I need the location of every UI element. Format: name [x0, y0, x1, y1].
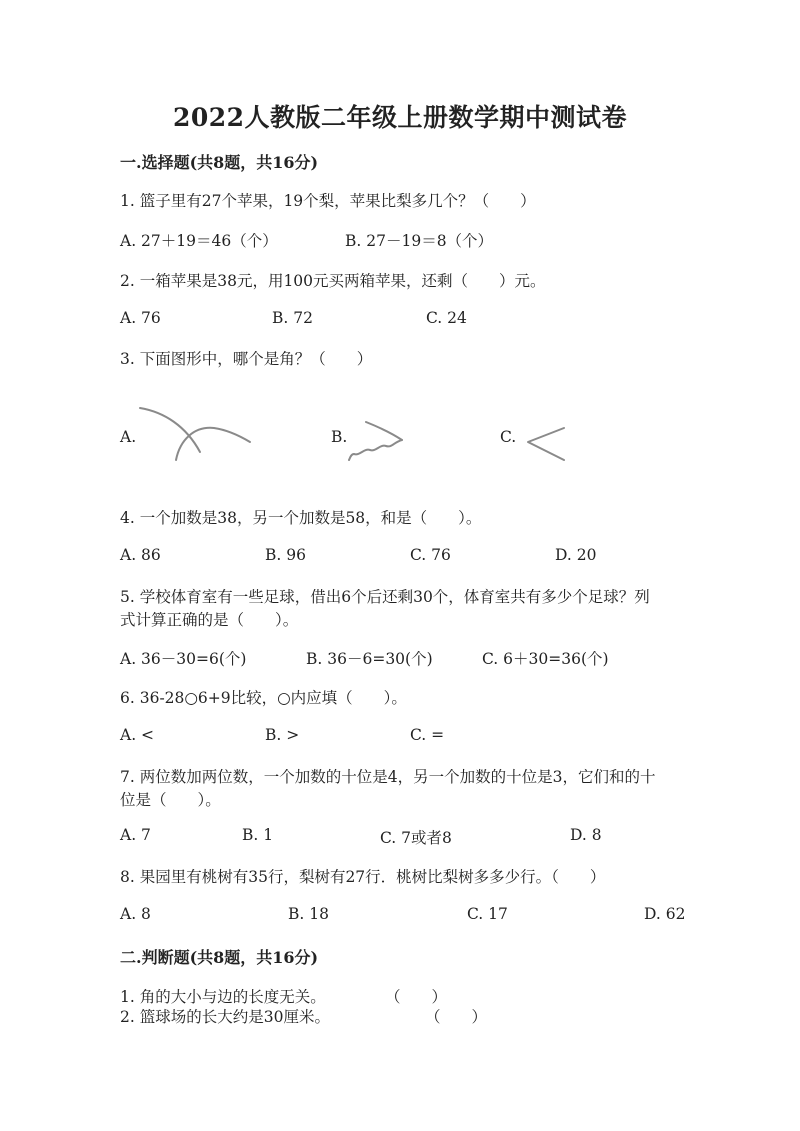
- q4-option-c: C. 76: [410, 546, 451, 564]
- q6-option-c: C. =: [410, 726, 445, 744]
- page-title: 2022人教版二年级上册数学期中测试卷: [172, 103, 628, 132]
- question-6: 6. 36-28○6+9比较，○内应填（ ）。: [120, 689, 407, 707]
- q3-option-b: B.: [331, 428, 348, 446]
- q4-option-a: A. 86: [120, 546, 161, 564]
- question-5: 5. 学校体育室有一些足球，借出6个后还剩30个，体育室共有多少个足球？列: [120, 588, 650, 606]
- wavy-shape-figure: [346, 418, 408, 464]
- q8-option-c: C. 17: [467, 905, 508, 923]
- section-header-judgement: 二.判断题(共8题，共16分): [120, 948, 319, 967]
- q4-option-b: B. 96: [265, 546, 306, 564]
- q6-option-a: A. <: [120, 726, 155, 744]
- section-header-choice: 一.选择题(共8题，共16分): [120, 153, 319, 172]
- q3-option-c: C.: [500, 428, 517, 446]
- q3-option-a: A.: [120, 428, 137, 446]
- q2-option-c: C. 24: [426, 309, 467, 327]
- judgement-1-blank: （ ）: [385, 988, 448, 1006]
- crossed-curves-figure: [136, 402, 254, 468]
- question-7: 7. 两位数加两位数，一个加数的十位是4，另一个加数的十位是3，它们和的十: [120, 768, 656, 786]
- question-3: 3. 下面图形中，哪个是角？（ ）: [120, 350, 373, 368]
- q5-option-c: C. 6＋30=36(个): [482, 650, 609, 668]
- question-8: 8. 果园里有桃树有35行，梨树有27行．桃树比梨树多多少行。（ ）: [120, 868, 606, 886]
- q4-option-d: D. 20: [555, 546, 597, 564]
- q8-option-b: B. 18: [288, 905, 329, 923]
- question-1: 1. 篮子里有27个苹果，19个梨，苹果比梨多几个？（ ）: [120, 192, 536, 210]
- q7-option-b: B. 1: [242, 826, 274, 844]
- q2-option-b: B. 72: [272, 309, 313, 327]
- question-5-cont: 式计算正确的是（ ）。: [120, 611, 299, 629]
- question-4: 4. 一个加数是38，另一个加数是58，和是（ ）。: [120, 509, 482, 527]
- question-7-cont: 位是（ ）。: [120, 791, 221, 809]
- q8-option-d: D. 62: [644, 905, 686, 923]
- q1-option-a: A. 27＋19＝46（个）: [120, 232, 278, 250]
- q7-option-c: C. 7或者8: [380, 829, 452, 847]
- q1-option-b: B. 27－19＝8（个）: [345, 232, 494, 250]
- q7-option-a: A. 7: [120, 826, 151, 844]
- judgement-1: 1. 角的大小与边的长度无关。: [120, 988, 326, 1006]
- question-2: 2. 一箱苹果是38元，用100元买两箱苹果，还剩（ ）元。: [120, 272, 546, 290]
- judgement-2: 2. 篮球场的长大约是30厘米。: [120, 1008, 330, 1026]
- angle-figure: [524, 424, 568, 464]
- q8-option-a: A. 8: [120, 905, 151, 923]
- q6-option-b: B. >: [265, 726, 300, 744]
- q2-option-a: A. 76: [120, 309, 161, 327]
- judgement-2-blank: （ ）: [425, 1008, 488, 1026]
- q5-option-a: A. 36－30=6(个): [120, 650, 247, 668]
- q7-option-d: D. 8: [570, 826, 602, 844]
- q5-option-b: B. 36－6=30(个): [306, 650, 433, 668]
